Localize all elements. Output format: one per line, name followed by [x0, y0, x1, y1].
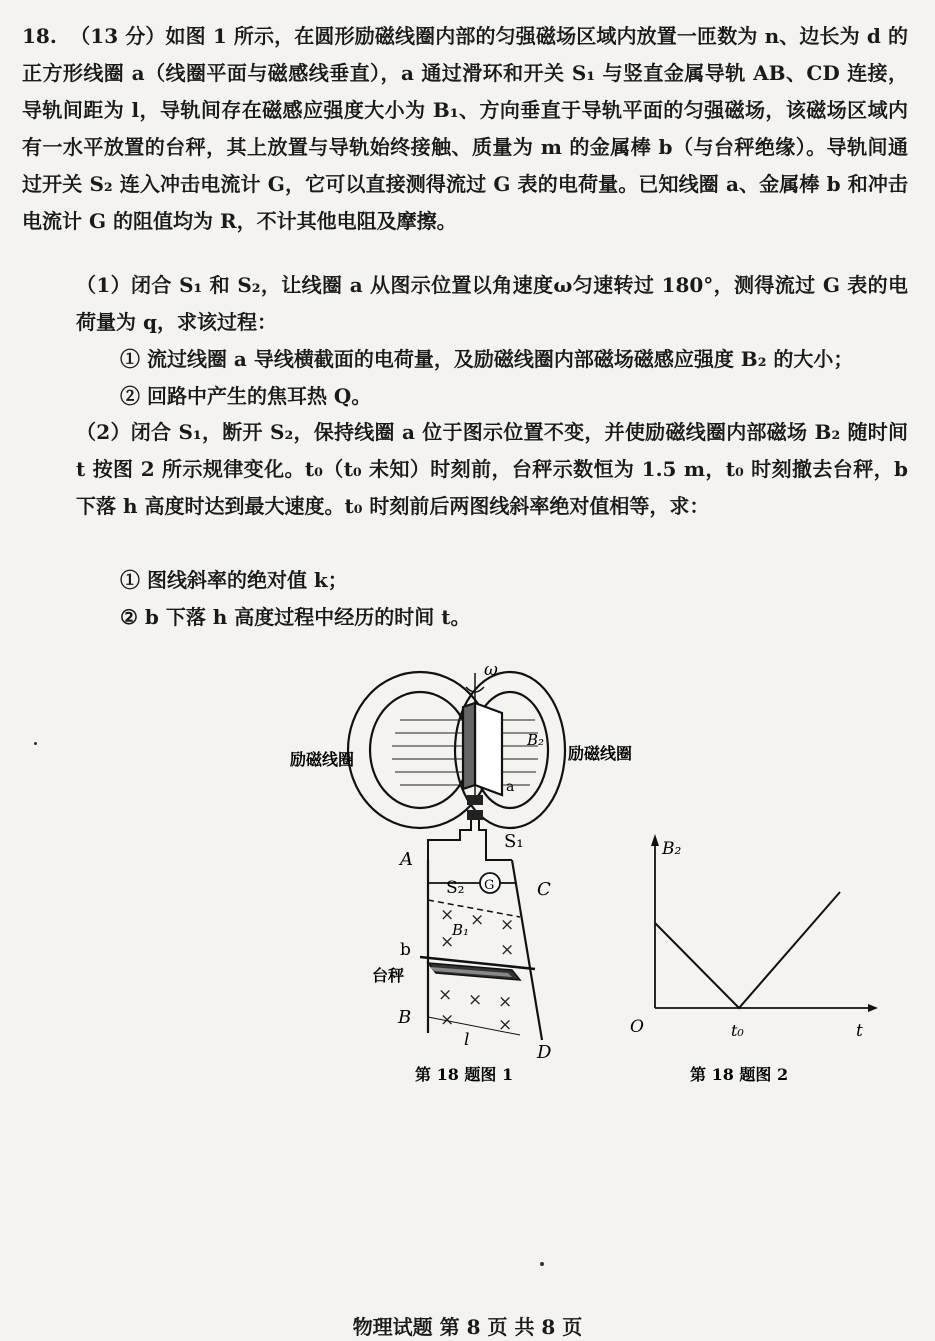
figure-2-caption: 第 18 题图 2: [690, 1065, 789, 1084]
figure-2-graph: [620, 830, 890, 1095]
label-B1-field: B₁: [452, 921, 470, 939]
label-B2-field: B₂: [527, 731, 545, 749]
figure-1-apparatus: [280, 655, 633, 1095]
label-switch-S1: S₁: [504, 831, 524, 852]
label-rod-b: b: [400, 940, 411, 960]
label-axis-B2: B₂: [662, 839, 682, 859]
question-intro-text: （13 分）如图 1 所示，在圆形励磁线圈内部的匀强磁场区域内放置一匝数为 n、边长为 d 的正方形线圈 a（线圈平面与磁感线垂直），a 通过滑环和开关 S₁ 与竖直金属导轨 AB、CD 连接，导轨间距为 l，导轨间存在磁感应强度大小为 B₁、方向垂直于导轨平面的匀强磁场，该磁场区域内有一水平放置的台秤，其上放置与导轨始终接触、质量为 m 的金属棒 b（与台秤绝缘）。导轨间通过开关 S₂ 连入冲击电流计 G，它可以直接测得流过 G 表的电荷量。已知线圈 a、金属棒 b 和冲击电流计 G 的阻值均为 R，不计其他电阻及摩擦。: [22, 24, 908, 233]
label-A: A: [400, 849, 413, 870]
part1-stem: （1）闭合 S₁ 和 S₂，让线圈 a 从图示位置以角速度ω匀速转过 180°，测得流过 G 表的电荷量为 q，求该过程：: [76, 273, 908, 334]
axis-x-arrow-icon: [868, 1004, 878, 1012]
svg-text:×: ×: [468, 990, 483, 1010]
label-D: D: [537, 1042, 552, 1063]
label-left-excitation-coil: 励磁线圈: [290, 750, 355, 769]
label-right-excitation-coil: 励磁线圈: [568, 744, 633, 763]
svg-text:×: ×: [440, 905, 455, 925]
label-rail-spacing-l: l: [464, 1030, 470, 1050]
part2-stem: （2）闭合 S₁，断开 S₂，保持线圈 a 位于图示位置不变，并使励磁线圈内部磁场 B₂ 随时间 t 按图 2 所示规律变化。t₀（t₀ 未知）时刻前，台秤示数恒为 1.5 m，t₀ 时刻撤去台秤，b 下落 h 高度时达到最大速度。t₀ 时刻前后两图线斜率绝对值相等，求：: [76, 420, 908, 518]
svg-text:×: ×: [440, 1010, 455, 1030]
svg-text:×: ×: [498, 1015, 513, 1035]
label-galvanometer: G: [484, 878, 495, 893]
part1-subquestion-2: ② 回路中产生的焦耳热 Q。: [120, 384, 372, 408]
label-omega: ω: [484, 660, 498, 680]
label-coil-a: a: [506, 779, 515, 795]
label-t0: t₀: [731, 1021, 744, 1040]
question-number: 18.: [22, 24, 57, 48]
slip-ring-lower: [467, 810, 483, 820]
svg-text:×: ×: [498, 992, 513, 1012]
scan-speck-left: [34, 742, 37, 745]
question-intro: [22, 18, 908, 240]
svg-text:×: ×: [438, 985, 453, 1005]
slip-ring-upper: [467, 795, 483, 805]
svg-text:×: ×: [470, 910, 485, 930]
label-B: B: [398, 1007, 412, 1028]
part2-subquestion-2: ② b 下落 h 高度过程中经历的时间 t。: [120, 605, 471, 629]
graph-line-B2-t: [655, 892, 840, 1008]
svg-text:×: ×: [500, 915, 515, 935]
square-coil-a: [463, 703, 502, 795]
page-footer: 物理试题 第 8 页 共 8 页: [352, 1315, 583, 1339]
figure-1-caption: 第 18 题图 1: [415, 1065, 514, 1084]
label-platform-scale: 台秤: [372, 966, 405, 985]
axis-y-arrow-icon: [651, 834, 659, 846]
label-C: C: [537, 879, 551, 900]
part1-subquestion-1: ① 流过线圈 a 导线横截面的电荷量，及励磁线圈内部磁场磁感应强度 B₂ 的大小；: [120, 347, 854, 371]
label-switch-S2: S₂: [446, 878, 465, 898]
svg-text:×: ×: [500, 940, 515, 960]
svg-text:×: ×: [440, 932, 455, 952]
scan-speck: [540, 1262, 544, 1266]
label-origin-O: O: [630, 1017, 644, 1037]
label-axis-t: t: [856, 1021, 863, 1041]
part2-subquestion-1: ① 图线斜率的绝对值 k；: [120, 568, 348, 592]
